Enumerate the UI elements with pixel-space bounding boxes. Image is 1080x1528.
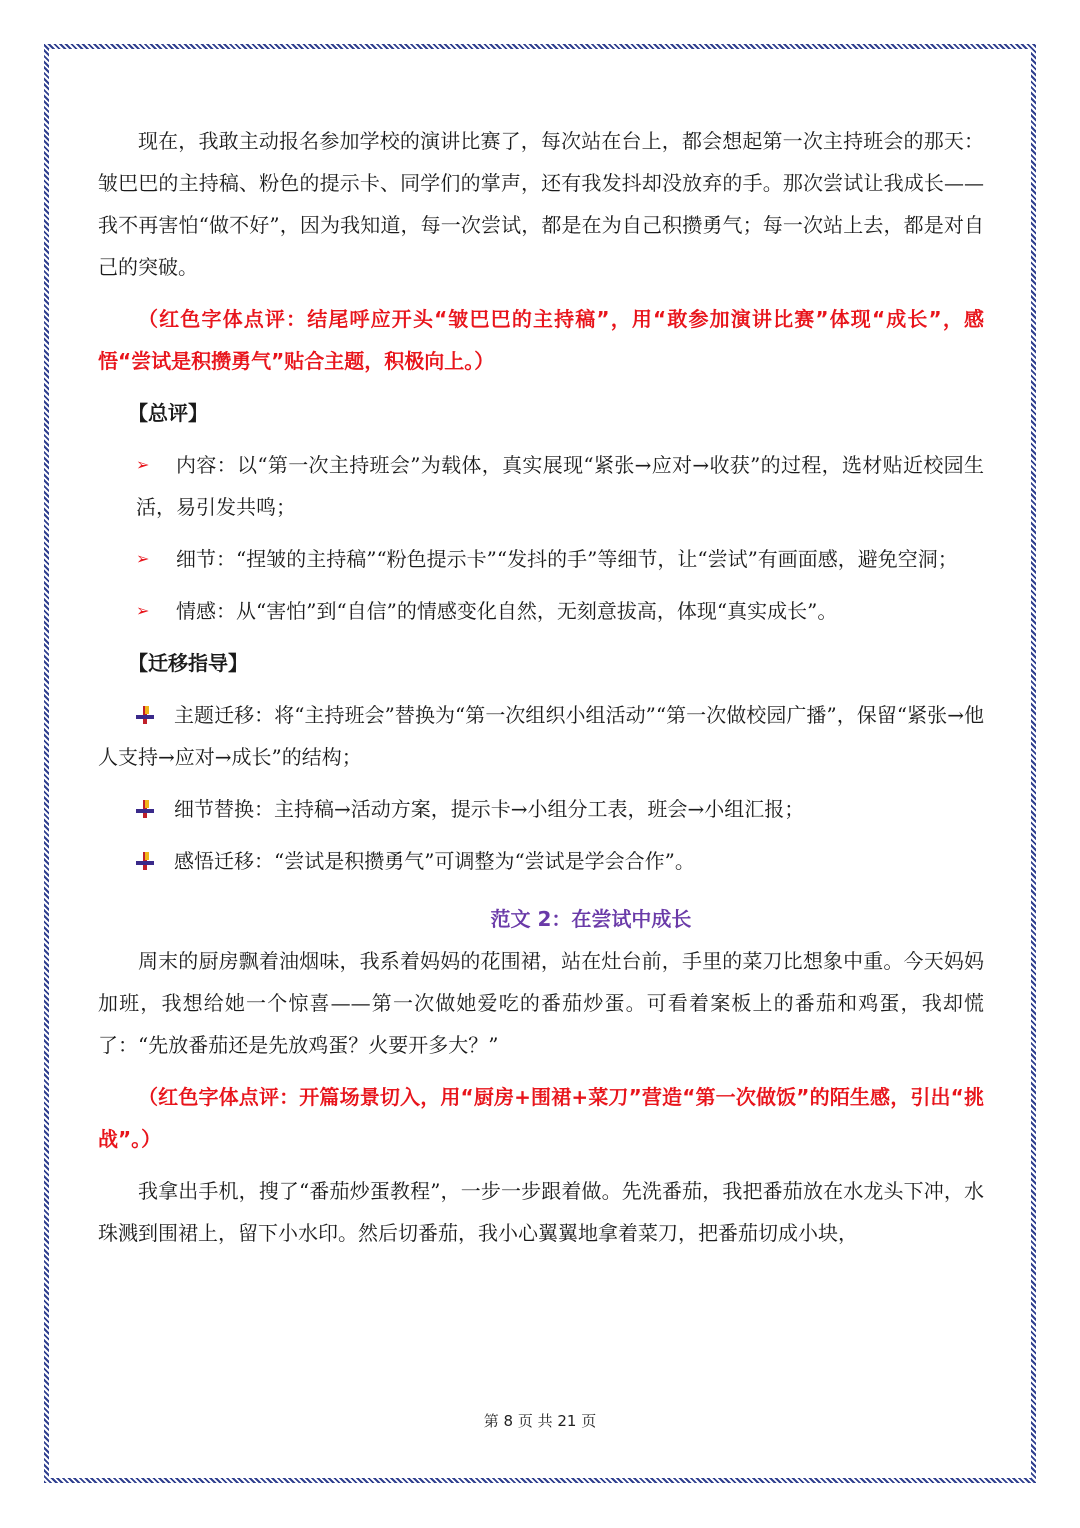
guide-item: 细节替换：主持稿→活动方案，提示卡→小组分工表，班会→小组汇报；	[98, 788, 984, 830]
paragraph-conclusion: 现在，我敢主动报名参加学校的演讲比赛了，每次站在台上，都会想起第一次主持班会的那天：皱巴巴的主持稿、粉色的提示卡、同学们的掌声，还有我发抖却没放弃的手。那次尝试让我成长——我不再害怕“做不好”，因为我知道，每一次尝试，都是在为自己积攒勇气；每一次站上去，都是对自己的突破。	[98, 129, 984, 279]
arrow-bullet-icon: ➢	[136, 601, 150, 620]
essay-2-title: 范文 2：在尝试中成长	[490, 907, 692, 931]
guide-heading: 【迁移指导】	[128, 651, 248, 675]
arrow-bullet-icon: ➢	[136, 455, 150, 474]
cross-bullet-icon	[136, 800, 154, 818]
red-review-1: （红色字体点评：结尾呼应开头“皱巴巴的主持稿”，用“敢参加演讲比赛”体现“成长”，感悟“尝试是积攒勇气”贴合主题，积极向上。）	[98, 307, 984, 373]
cross-bullet-icon	[136, 706, 154, 724]
summary-item: ➢ 内容：以“第一次主持班会”为载体，真实展现“紧张→应对→收获”的过程，选材贴近校园生活，易引发共鸣；	[98, 444, 984, 528]
summary-item: ➢ 情感：从“害怕”到“自信”的情感变化自然，无刻意拔高，体现“真实成长”。	[98, 590, 984, 632]
page-number: 第 8 页 共 21 页	[483, 1412, 597, 1430]
arrow-bullet-icon: ➢	[136, 549, 150, 568]
document-body	[98, 120, 984, 1254]
guide-item: 主题迁移：将“主持班会”替换为“第一次组织小组活动”“第一次做校园广播”，保留“紧张→他人支持→应对→成长”的结构；	[98, 703, 984, 769]
summary-item: ➢ 细节：“捏皱的主持稿”“粉色提示卡”“发抖的手”等细节，让“尝试”有画面感，避免空洞；	[98, 538, 984, 580]
paragraph-opening: 周末的厨房飘着油烟味，我系着妈妈的花围裙，站在灶台前，手里的菜刀比想象中重。今天妈妈加班，我想给她一个惊喜——第一次做她爱吃的番茄炒蛋。可看着案板上的番茄和鸡蛋，我却慌了：“先放番茄还是先放鸡蛋？火要开多大？”	[98, 949, 984, 1057]
red-review-2: （红色字体点评：开篇场景切入，用“厨房+围裙+菜刀”营造“第一次做饭”的陌生感，引出“挑战”。）	[98, 1085, 984, 1151]
cross-bullet-icon	[136, 852, 154, 870]
guide-item: 感悟迁移：“尝试是积攒勇气”可调整为“尝试是学会合作”。	[98, 840, 984, 882]
summary-heading: 【总评】	[128, 401, 208, 425]
paragraph-steps: 我拿出手机，搜了“番茄炒蛋教程”，一步一步跟着做。先洗番茄，我把番茄放在水龙头下冲，水珠溅到围裙上，留下小水印。然后切番茄，我小心翼翼地拿着菜刀，把番茄切成小块，	[98, 1179, 984, 1245]
